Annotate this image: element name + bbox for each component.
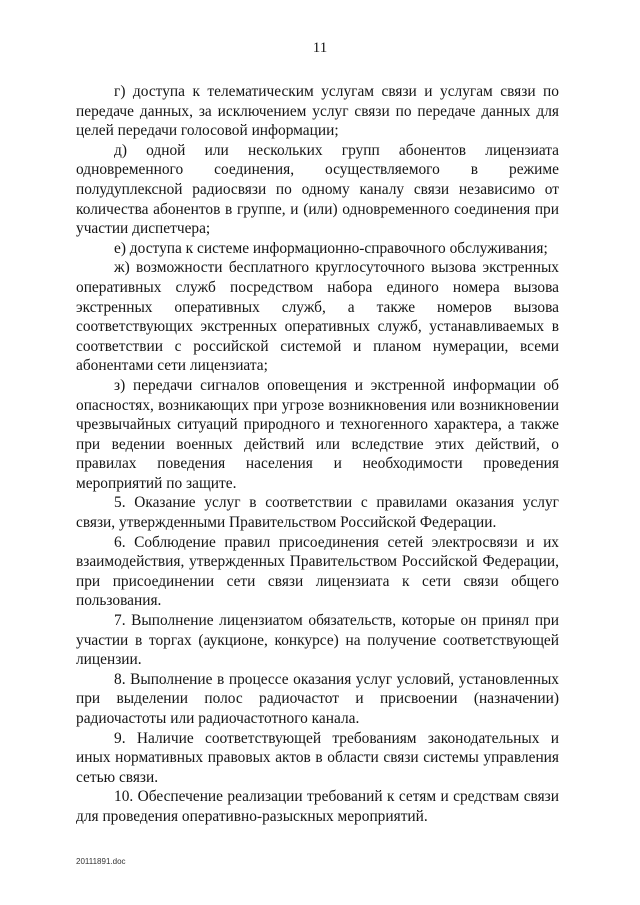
paragraph-clause-6: 6. Соблюдение правил присоединения сетей электросвязи и их взаимодействия, утвержденных Правительством Российской Федерации, при присоединении сети связи лицензиата к сети связи общего пользования. — [76, 533, 559, 610]
paragraph-clause-9: 9. Наличие соответствующей требованиям законодательных и иных нормативных правовых актов в области связи системы управления сетью связи. — [76, 729, 559, 786]
paragraph-clause-7: 7. Выполнение лицензиатом обязательств, которые он принял при участии в торгах (аукционе, конкурсе) на получение соответствующей лицензии. — [76, 612, 559, 669]
paragraph-clause-8: 8. Выполнение в процессе оказания услуг условий, установленных при выделении полос радиочастот и присвоении (назначении) радиочастоты или радиочастотного канала. — [76, 670, 559, 727]
paragraph-item-g: г) доступа к телематическим услугам связи и услугам связи по передаче данных, за исключением услуг связи по передаче данных для целей передачи голосовой информации; — [76, 83, 559, 140]
paragraph-item-e: е) доступа к системе информационно-справочного обслуживания; — [114, 239, 548, 257]
paragraph-item-z: з) передачи сигналов оповещения и экстренной информации об опасностях, возникающих при угрозе возникновения или возникновении чрезвычайных ситуаций природного и техногенного характера, а также при ведении военных действий или вследствие этих действий, о правилах поведения населения и необходимости проведения мероприятий по защите. — [76, 376, 559, 492]
paragraph-item-d: д) одной или нескольких групп абонентов лицензиата одновременного соединения, осуществляемого в режиме полудуплексной радиосвязи по одному каналу связи независимо от количества абонентов в группе, и (или) одновременного соединения при участии диспетчера; — [76, 141, 559, 238]
document-body — [76, 82, 559, 827]
paragraph-item-zh: ж) возможности бесплатного круглосуточного вызова экстренных оперативных служб посредством набора единого номера вызова экстренных оперативных служб, а также номеров вызова соответствующих экстренных оперативных служб, устанавливаемых в соответствии с российской системой и планом нумерации, всеми абонентами сети лицензиата; — [76, 259, 559, 375]
paragraph-clause-5: 5. Оказание услуг в соответствии с правилами оказания услуг связи, утвержденными Правительством Российской Федерации. — [76, 494, 559, 532]
footer-filename: 20111891.doc — [76, 857, 126, 866]
page-number: 11 — [312, 40, 328, 56]
paragraph-clause-10: 10. Обеспечение реализации требований к сетям и средствам связи для проведения оперативно-разыскных мероприятий. — [76, 788, 559, 825]
